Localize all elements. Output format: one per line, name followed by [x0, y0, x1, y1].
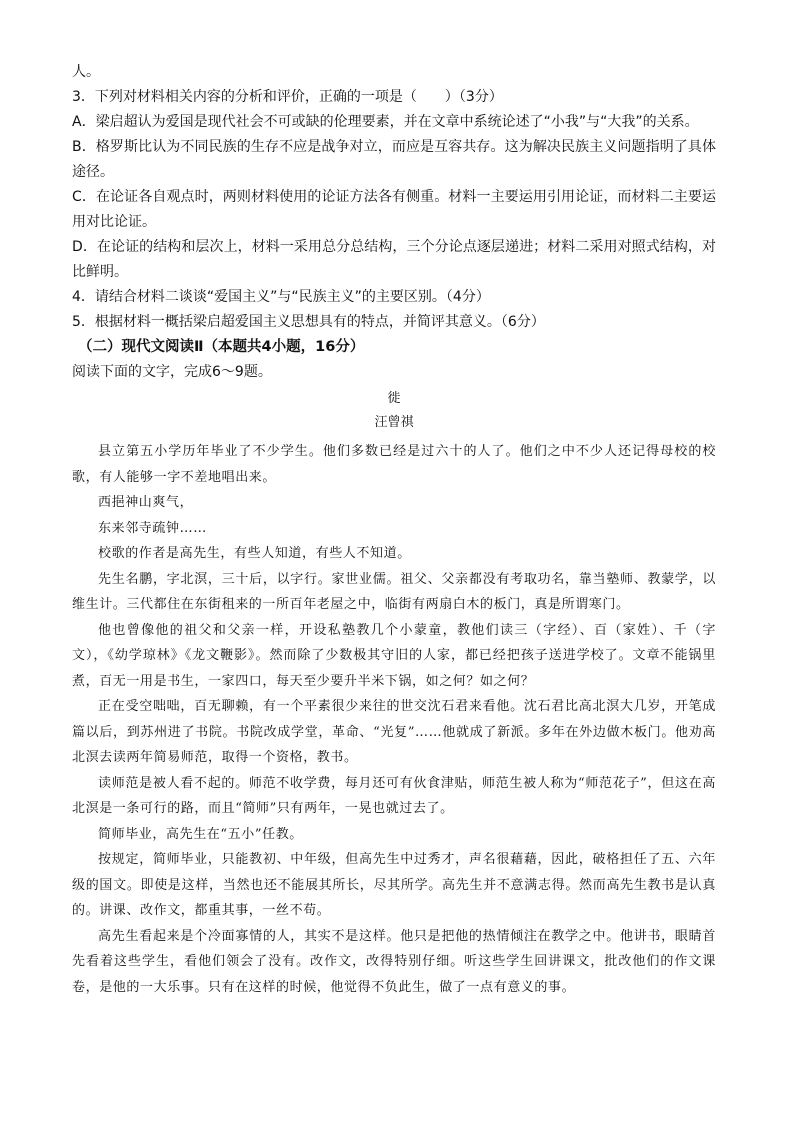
story-paragraph: 先生名鹏，字北溟，三十后，以字行。家世业儒。祖父、父亲都没有考取功名，靠当塾师、教蒙学，以维生计。三代都住在东街租来的一所百年老屋之中，临街有两扇白木的板门，真是所谓寒门。 [72, 571, 716, 612]
question-5: 5．根据材料一概括梁启超爱国主义思想具有的特点，并简评其意义。（6分） [72, 314, 545, 330]
story-paragraph: 简师毕业，高先生在“五小”任教。 [98, 826, 303, 842]
school-song-line-2: 东来邻寺疏钟…… [98, 520, 207, 536]
question-3: 3．下列对材料相关内容的分析和评价，正确的一项是（ ）（3分） [72, 89, 503, 105]
story-paragraph: 正在受空咄咄，百无聊赖，有一个平素很少来往的世交沈石君来看他。沈石君比高北溟大几岁，开笔成篇以后，到苏州进了书院。书院改成学堂，革命、“光复”……他就成了新派。多年在外边做木板门。他劝高北溟去读两年简易师范，取得一个资格，教书。 [72, 699, 716, 765]
story-paragraph: 校歌的作者是高先生，有些人知道，有些人不知道。 [98, 546, 411, 561]
question-3-option-d: D．在论证的结构和层次上，材料一采用总分总结构，三个分论点逐层递进；材料二采用对照式结构，对比鲜明。 [72, 239, 716, 280]
story-title: 徙 [387, 391, 401, 406]
continued-text: 人。 [72, 64, 100, 80]
story-paragraph: 按规定，简师毕业，只能教初、中年级，但高先生中过秀才，声名很藉藉，因此，破格担任了五、六年级的国文。即使是这样，当然也还不能展其所长，尽其所学。高先生并不意满志得。然而高先生教书是认真的。讲课、改作文，都重其事，一丝不苟。 [72, 852, 716, 918]
question-3-option-a: A．梁启超认为爱国是现代社会不可或缺的伦理要素，并在文章中系统论述了“小我”与“大我”的关系。 [72, 114, 699, 130]
story-body [72, 439, 716, 1000]
question-3-option-c: C．在论证各自观点时，两则材料使用的论证方法各有侧重。材料一主要运用引用论证，而材料二主要运用对比论证。 [72, 189, 716, 230]
story-paragraph: 县立第五小学历年毕业了不少学生。他们多数已经是过六十的人了。他们之中不少人还记得母校的校歌，有人能够一字不差地唱出来。 [72, 444, 716, 485]
question-3-option-b: B．格罗斯比认为不同民族的生存不应是战争对立，而应是互容共存。这为解决民族主义问题指明了具体途径。 [72, 139, 716, 180]
story-author: 汪曾祺 [374, 415, 414, 430]
story-paragraph: 他也曾像他的祖父和父亲一样，开设私塾教几个小蒙童，教他们读三（字经）、百（家姓）、千（字文），《幼学琼林》《龙文鞭影》。然而除了少数极其守旧的人家，都已经把孩子送进学校了。文章不能锅里煮，百无一用是书生，一家四口，每天至少要升半米下锅，如之何？如之何？ [72, 622, 716, 689]
section-instruction: 阅读下面的文字，完成6～9题。 [72, 364, 272, 380]
section-heading: （二）现代文阅读Ⅱ（本题共4小题，16分） [78, 339, 365, 355]
school-song-line-1: 西挹神山爽气， [98, 495, 194, 510]
story-paragraph: 读师范是被人看不起的。师范不收学费，每月还可有伙食津贴，师范生被人称为“师范花子”，但这在高北溟是一条可行的路，而且“简师”只有两年，一晃也就过去了。 [72, 775, 716, 816]
story-paragraph: 高先生看起来是个冷面寡情的人，其实不是这样。他只是把他的热情倾注在教学之中。他讲书，眼睛首先看着这些学生，看他们领会了没有。改作文，改得特别仔细。听这些学生回讲课文，批改他们的作文课卷，是他的一大乐事。只有在这样的时候，他觉得不负此生，做了一点有意义的事。 [72, 928, 716, 995]
question-4: 4．请结合材料二谈谈“爱国主义”与“民族主义”的主要区别。（4分） [72, 289, 490, 305]
